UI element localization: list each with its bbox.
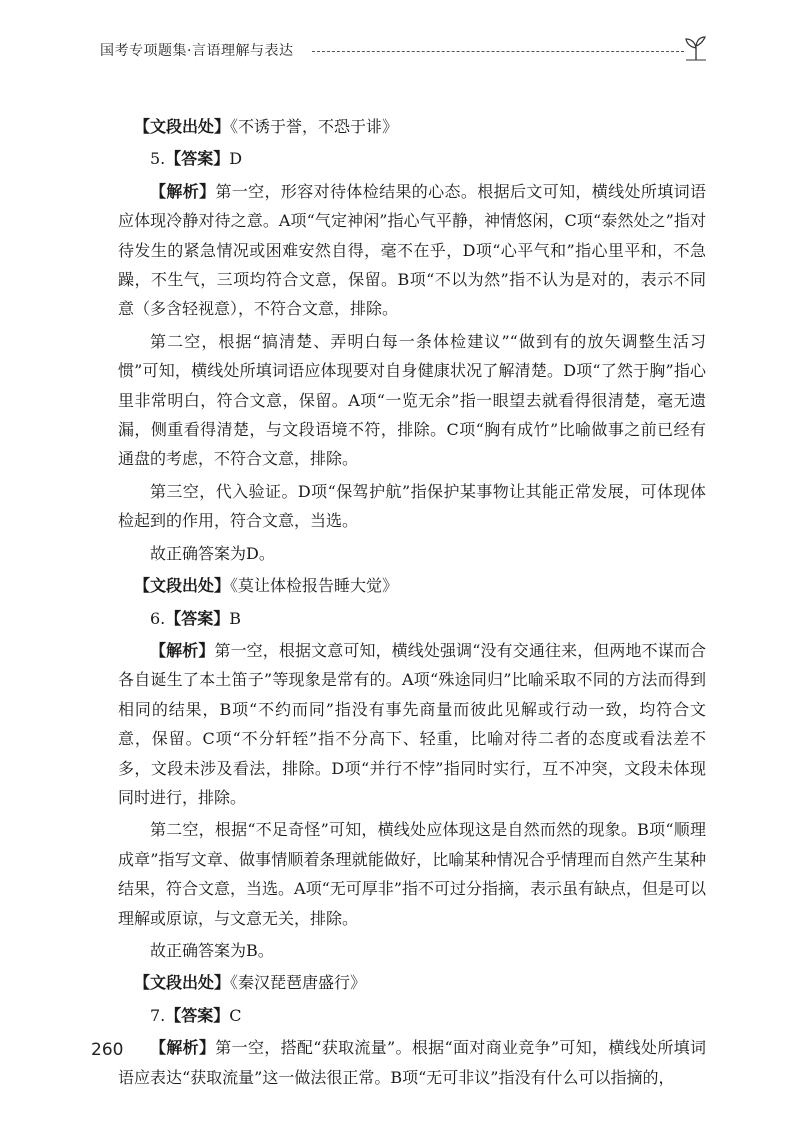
analysis-label: 【解析】	[150, 1038, 216, 1058]
analysis-text: 第一空，搭配“获取流量”。根据“面对商业竞争”可知，横线处所填词语应表达“获取流量”这一做法很正常。B项“无可非议”指没有什么可以指摘的，	[118, 1038, 706, 1087]
sprout-icon	[682, 34, 710, 62]
analysis-label: 【解析】	[150, 640, 215, 660]
source-line	[118, 968, 706, 997]
page-number: 260	[91, 1040, 124, 1060]
analysis-text: 第一空，根据文意可知，横线处强调“没有交通往来，但两地不谋而合各自诞生了本土笛子”等现象是常有的。A项“殊途同归”比喻采取不同的方法而得到相同的结果，B项“不约而同”指没有事先商量而彼此见解或行动一致，均符合文意，保留。C项“不分轩轾”指不分高下、轻重，比喻对待二者的态度或看法差不多，文段未涉及看法，排除。D项“并行不悖”指同时实行，互不冲突，文段未体现同时进行，排除。	[118, 640, 706, 807]
source-line	[118, 112, 706, 141]
source-label: 【文段出处】	[134, 576, 231, 596]
answer-label: 【答案】	[165, 149, 230, 169]
answer-line	[118, 604, 706, 633]
answer-value: C	[229, 1005, 242, 1025]
source-title: 《莫让体检报告睡大觉》	[230, 576, 399, 596]
analysis-text: 第一空，形容对待体检结果的心态。根据后文可知，横线处所填词语应体现冷静对待之意。A项“气定神闲”指心气平静，神情悠闲，C项“泰然处之”指对待发生的紧急情况或困难安然自得，毫不在乎，D项“心平气和”指心里平和，不急躁，不生气，三项均符合文意，保留。B项“不以为然”指不认为是对的，表示不同意（多含轻视意），不符合文意，排除。	[118, 181, 706, 319]
analysis-label: 【解析】	[150, 181, 216, 201]
source-line	[118, 571, 706, 600]
running-header	[100, 34, 710, 64]
header-title: 国考专项题集·言语理解与表达	[100, 43, 294, 59]
question-number: 7.	[150, 1005, 166, 1025]
conclusion-line: 故正确答案为B。	[150, 940, 274, 960]
source-label: 【文段出处】	[134, 973, 231, 993]
conclusion-line: 故正确答案为D。	[150, 543, 275, 563]
body-paragraph: 第二空，根据“不足奇怪”可知，横线处应体现这是自然而然的现象。B项“顺理成章”指写文章、做事情顺着条理就能做好，比喻某种情况合乎情理而自然产生某种结果，符合文意，当选。A项“无可厚非”指不可过分指摘，表示虽有缺点，但是可以理解或原谅，与文意无关，排除。	[118, 820, 706, 928]
page-content	[118, 112, 706, 1095]
question-number: 6.	[150, 608, 166, 628]
answer-value: B	[229, 608, 242, 628]
source-title: 《秦汉琵琶唐盛行》	[230, 973, 367, 993]
analysis-paragraph	[118, 1033, 706, 1092]
analysis-paragraph	[118, 636, 706, 812]
analysis-paragraph	[118, 177, 706, 324]
header-dashed-rule	[312, 51, 684, 52]
body-paragraph: 第二空，根据“搞清楚、弄明白每一条体检建议”“做到有的放矢调整生活习惯”可知，横线处所填词语应体现要对自身健康状况了解清楚。D项“了然于胸”指心里非常明白，符合文意，保留。A项“一览无余”指一眼望去就看得很清楚，毫无遗漏，侧重看得清楚，与文段语境不符，排除。C项“胸有成竹”比喻做事之前已经有通盘的考虑，不符合文意，排除。	[118, 331, 706, 469]
answer-value: D	[229, 149, 243, 169]
answer-line	[118, 1001, 706, 1030]
body-paragraph: 第三空，代入验证。D项“保驾护航”指保护某事物让其能正常发展，可体现体检起到的作用，符合文意，当选。	[118, 481, 706, 531]
source-label: 【文段出处】	[134, 117, 231, 136]
answer-line	[118, 144, 706, 173]
question-number: 5.	[150, 149, 166, 169]
answer-label: 【答案】	[165, 608, 230, 628]
answer-label: 【答案】	[165, 1005, 230, 1025]
source-title: 《不诱于誉，不恐于诽》	[230, 117, 399, 136]
